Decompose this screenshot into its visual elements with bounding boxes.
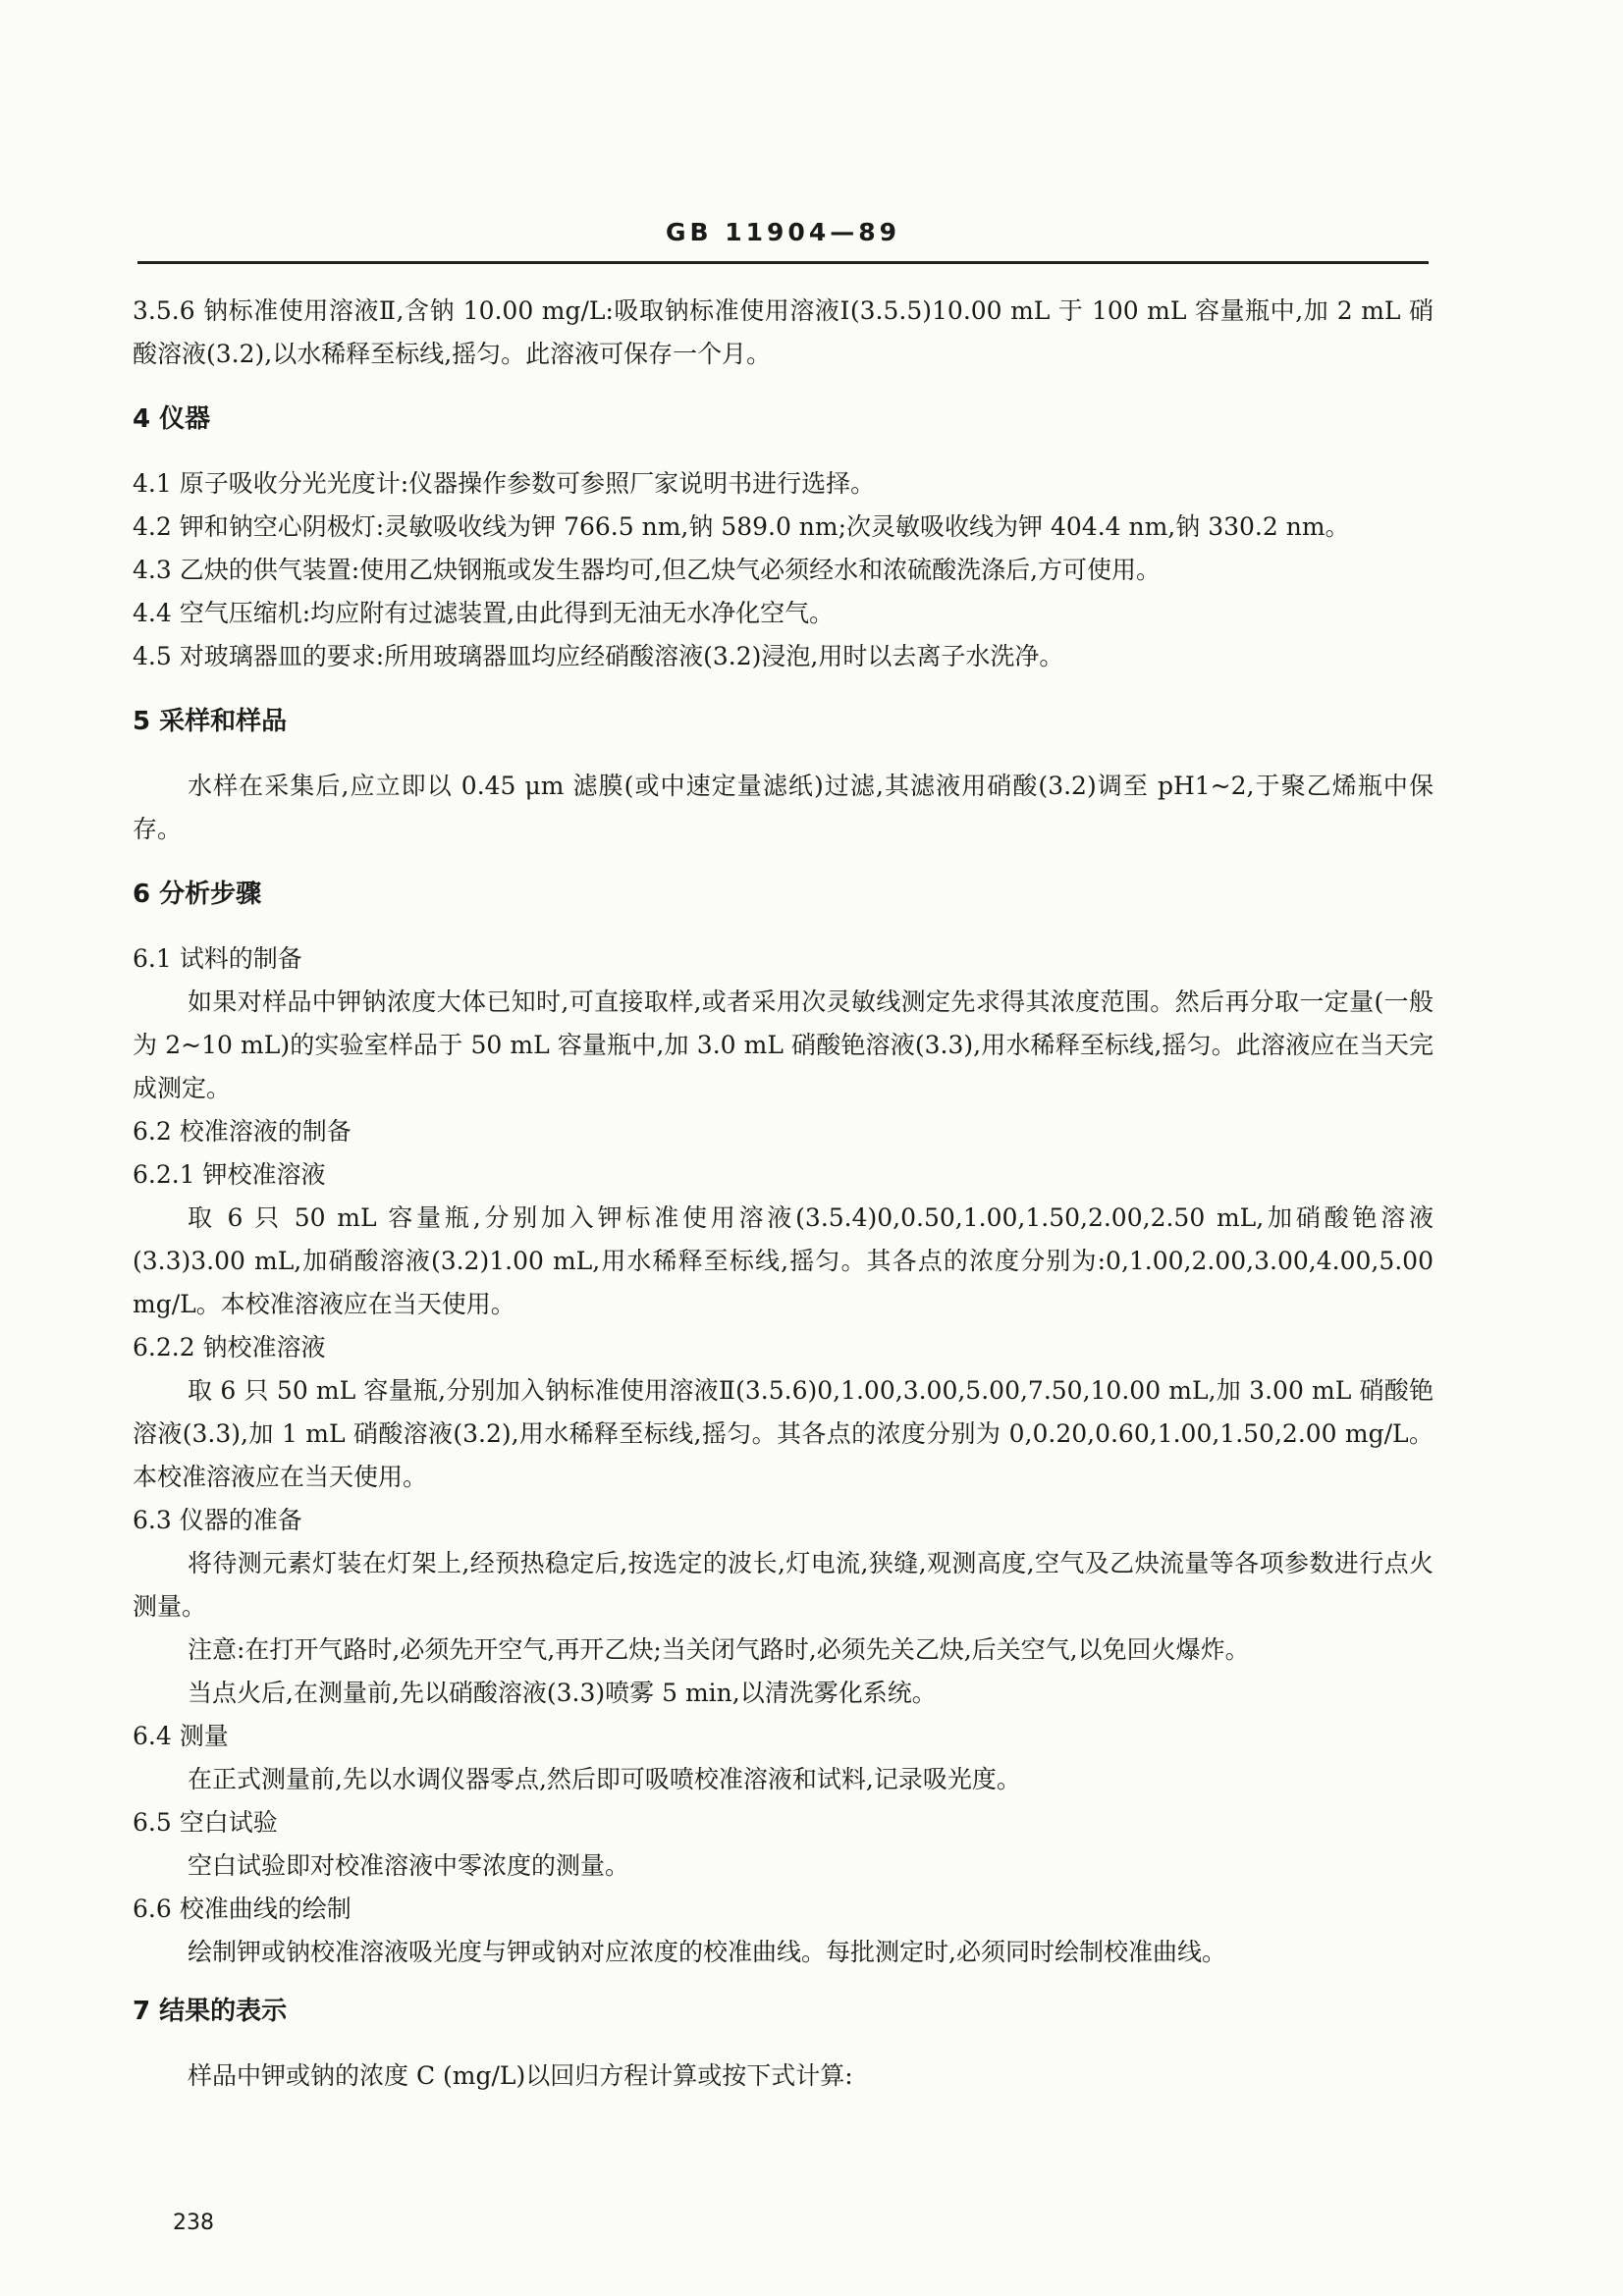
clause-4-4: 4.4 空气压缩机:均应附有过滤装置,由此得到无油无水净化空气。 [133, 599, 835, 627]
document-body [133, 290, 1434, 2098]
clause-6-5-text: 空白试验即对校准溶液中零浓度的测量。 [188, 1851, 630, 1880]
clause-6-4-text: 在正式测量前,先以水调仪器零点,然后即可吸喷校准溶液和试料,记录吸光度。 [188, 1765, 1021, 1793]
section-7-text: 样品中钾或钠的浓度 C (mg/L)以回归方程计算或按下式计算: [188, 2061, 853, 2090]
section-7-heading: 7 结果的表示 [133, 1997, 288, 2026]
clause-3-5-6: 3.5.6 钠标准使用溶液Ⅱ,含钠 10.00 mg/L:吸取钠标准使用溶液Ⅰ(3.5.5)10.00 mL 于 100 mL 容量瓶中,加 2 mL 硝酸溶液(3.2),以水稀释至标线,摇匀。此溶液可保存一个月。 [133, 296, 1434, 368]
clause-6-2-2: 6.2.2 钠校准溶液 [133, 1333, 326, 1362]
clause-6-2-2-text: 取 6 只 50 mL 容量瓶,分别加入钠标准使用溶液Ⅱ(3.5.6)0,1.00,3.00,5.00,7.50,10.00 mL,加 3.00 mL 硝酸铯溶液(3.3),加 1 mL 硝酸溶液(3.2),用水稀释至标线,摇匀。其各点的浓度分别为 0,0.20,0.60,1.00,1.50,2.00 mg/L。本校准溶液应在当天使用。 [133, 1376, 1434, 1491]
clause-6-3: 6.3 仪器的准备 [133, 1506, 302, 1534]
clause-6-3-text-a: 将待测元素灯装在灯架上,经预热稳定后,按选定的波长,灯电流,狭缝,观测高度,空气及乙炔流量等各项参数进行点火测量。 [133, 1549, 1434, 1621]
clause-6-5: 6.5 空白试验 [133, 1808, 278, 1837]
clause-4-3: 4.3 乙炔的供气装置:使用乙炔钢瓶或发生器均可,但乙炔气必须经水和浓硫酸洗涤后,方可使用。 [133, 556, 1162, 584]
clause-4-1: 4.1 原子吸收分光光度计:仪器操作参数可参照厂家说明书进行选择。 [133, 469, 876, 498]
clause-6-6: 6.6 校准曲线的绘制 [133, 1895, 352, 1923]
section-4-heading: 4 仪器 [133, 404, 211, 434]
section-5-heading: 5 采样和样品 [133, 707, 288, 736]
clause-6-3-text-c: 当点火后,在测量前,先以硝酸溶液(3.3)喷雾 5 min,以清洗雾化系统。 [188, 1679, 937, 1707]
clause-6-3-text-b: 注意:在打开气路时,必须先开空气,再开乙炔;当关闭气路时,必须先关乙炔,后关空气,以免回火爆炸。 [188, 1635, 1250, 1664]
standard-header: GB 11904—89 [665, 218, 901, 246]
clause-6-1: 6.1 试料的制备 [133, 944, 302, 973]
clause-4-2: 4.2 钾和钠空心阴极灯:灵敏吸收线为钾 766.5 nm,钠 589.0 nm;次灵敏吸收线为钾 404.4 nm,钠 330.2 nm。 [133, 512, 1350, 541]
clause-6-4: 6.4 测量 [133, 1722, 229, 1750]
clause-6-2-1: 6.2.1 钾校准溶液 [133, 1160, 326, 1189]
page-number: 238 [173, 2211, 214, 2235]
section-5-text: 水样在采集后,应立即以 0.45 μm 滤膜(或中速定量滤纸)过滤,其滤液用硝酸(3.2)调至 pH1~2,于聚乙烯瓶中保存。 [133, 772, 1434, 843]
section-6-heading: 6 分析步骤 [133, 880, 262, 909]
clause-6-2: 6.2 校准溶液的制备 [133, 1117, 352, 1146]
clause-4-5: 4.5 对玻璃器皿的要求:所用玻璃器皿均应经硝酸溶液(3.2)浸泡,用时以去离子水洗净。 [133, 642, 1064, 670]
header-rule [137, 261, 1429, 264]
clause-6-6-text: 绘制钾或钠校准溶液吸光度与钾或钠对应浓度的校准曲线。每批测定时,必须同时绘制校准曲线。 [188, 1938, 1226, 1966]
clause-6-1-text: 如果对样品中钾钠浓度大体已知时,可直接取样,或者采用次灵敏线测定先求得其浓度范围。然后再分取一定量(一般为 2~10 mL)的实验室样品于 50 mL 容量瓶中,加 3.0 mL 硝酸铯溶液(3.3),用水稀释至标线,摇匀。此溶液应在当天完成测定。 [133, 988, 1434, 1102]
clause-6-2-1-text: 取 6 只 50 mL 容量瓶,分别加入钾标准使用溶液(3.5.4)0,0.50,1.00,1.50,2.00,2.50 mL,加硝酸铯溶液(3.3)3.00 mL,加硝酸溶液(3.2)1.00 mL,用水稀释至标线,摇匀。其各点的浓度分别为:0,1.00,2.00,3.00,4.00,5.00 mg/L。本校准溶液应在当天使用。 [133, 1203, 1434, 1318]
